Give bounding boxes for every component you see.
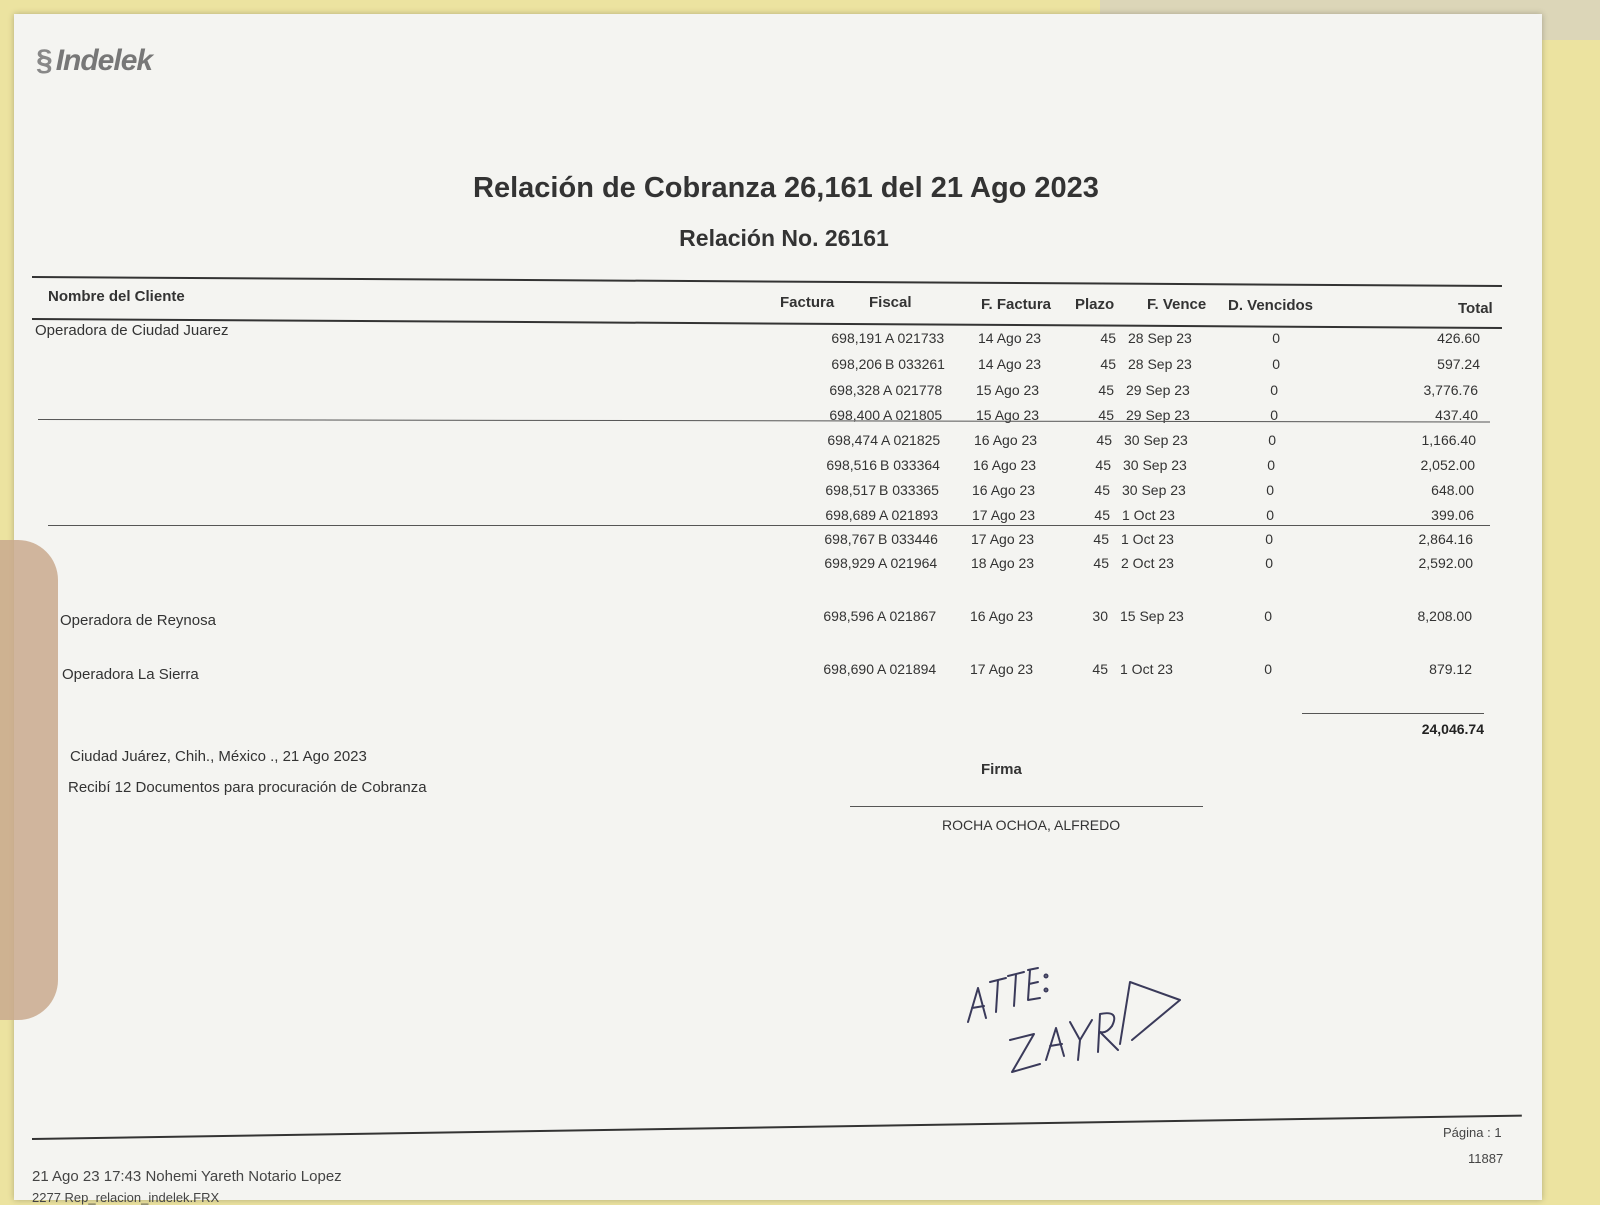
cell-d-vencidos: 0 — [1268, 432, 1276, 448]
cell-fiscal: A 021805 — [883, 407, 943, 423]
cell-f-vence: 29 Sep 23 — [1126, 382, 1190, 398]
cell-plazo: 45 — [1096, 432, 1112, 448]
print-info-user: 21 Ago 23 17:43 Nohemi Yareth Notario Lopez — [32, 1168, 342, 1185]
cell-f-factura: 17 Ago 23 — [971, 531, 1035, 547]
cell-total: 399.06 — [1431, 507, 1474, 523]
cell-factura: 698,690 — [823, 661, 874, 677]
cell-factura: 698,516 — [826, 457, 877, 473]
company-logo — [36, 44, 152, 78]
cell-f-factura: 17 Ago 23 — [970, 661, 1034, 677]
cell-plazo: 30 — [1092, 608, 1108, 624]
col-header-factura: Factura — [780, 294, 835, 311]
cell-f-factura: 16 Ago 23 — [972, 482, 1036, 498]
client-name: Operadora de Reynosa — [60, 612, 216, 629]
cell-total: 2,864.16 — [1418, 531, 1473, 547]
page-number: Página : 1 — [1443, 1125, 1502, 1140]
cell-d-vencidos: 0 — [1270, 407, 1278, 423]
document-number: 11887 — [1468, 1151, 1504, 1166]
cell-factura: 698,517 — [825, 482, 876, 498]
cell-f-factura: 15 Ago 23 — [976, 407, 1040, 423]
cell-factura: 698,767 — [824, 531, 875, 547]
cell-fiscal: A 021733 — [885, 330, 945, 346]
signer-name: ROCHA OCHOA, ALFREDO — [942, 817, 1121, 833]
client-name: Operadora La Sierra — [62, 666, 199, 683]
cell-f-vence: 2 Oct 23 — [1121, 555, 1174, 571]
col-header-f-vence: F. Vence — [1147, 296, 1207, 313]
signature-line — [850, 806, 1203, 807]
cell-f-factura: 17 Ago 23 — [972, 507, 1036, 523]
cell-d-vencidos: 0 — [1270, 382, 1278, 398]
cell-d-vencidos: 0 — [1272, 330, 1280, 346]
cell-total: 8,208.00 — [1417, 608, 1472, 624]
col-header-total: Total — [1458, 300, 1493, 317]
cell-factura: 698,328 — [829, 382, 880, 398]
cell-total: 2,592.00 — [1418, 555, 1473, 571]
thumb — [0, 540, 58, 1020]
cell-f-vence: 1 Oct 23 — [1120, 661, 1173, 677]
col-header-d-vencidos: D. Vencidos — [1228, 297, 1314, 314]
client-name: Operadora de Ciudad Juarez — [35, 322, 229, 339]
cell-d-vencidos: 0 — [1265, 555, 1273, 571]
cell-fiscal: B 033261 — [885, 356, 945, 372]
cell-f-vence: 29 Sep 23 — [1126, 407, 1190, 423]
cell-factura: 698,400 — [829, 407, 880, 423]
cell-fiscal: A 021825 — [881, 432, 941, 448]
cell-total: 426.60 — [1437, 330, 1480, 346]
cell-fiscal: A 021867 — [877, 608, 937, 624]
cell-plazo: 45 — [1098, 407, 1114, 423]
cell-f-vence: 1 Oct 23 — [1122, 507, 1175, 523]
cell-plazo: 45 — [1098, 382, 1114, 398]
cell-fiscal: A 021894 — [877, 661, 937, 677]
cell-total: 2,052.00 — [1420, 457, 1475, 473]
cell-total: 3,776.76 — [1423, 382, 1478, 398]
cell-factura: 698,206 — [831, 356, 882, 372]
total-rule — [1302, 713, 1484, 714]
cell-total: 597.24 — [1437, 356, 1480, 372]
logo-text: Indelek — [55, 44, 153, 77]
cell-fiscal: A 021964 — [878, 555, 938, 571]
cell-f-vence: 28 Sep 23 — [1128, 330, 1192, 346]
cell-plazo: 45 — [1093, 555, 1109, 571]
col-header-fiscal: Fiscal — [869, 294, 912, 311]
cell-d-vencidos: 0 — [1266, 507, 1274, 523]
cell-f-factura: 14 Ago 23 — [978, 356, 1042, 372]
cell-plazo: 45 — [1094, 507, 1110, 523]
cell-f-factura: 16 Ago 23 — [974, 432, 1038, 448]
cell-plazo: 45 — [1100, 330, 1116, 346]
col-header-f-factura: F. Factura — [981, 296, 1052, 313]
cell-f-vence: 1 Oct 23 — [1121, 531, 1174, 547]
cell-fiscal: A 021778 — [883, 382, 943, 398]
cell-f-factura: 18 Ago 23 — [971, 555, 1035, 571]
cell-total: 648.00 — [1431, 482, 1474, 498]
print-info-report: 2277 Rep_relacion_indelek.FRX — [32, 1190, 220, 1205]
handwritten-signature — [960, 960, 1190, 1090]
cell-f-factura: 15 Ago 23 — [976, 382, 1040, 398]
cell-factura: 698,474 — [827, 432, 878, 448]
row-divider — [48, 525, 1490, 526]
cell-f-factura: 16 Ago 23 — [970, 608, 1034, 624]
grand-total: 24,046.74 — [1421, 721, 1484, 737]
cell-d-vencidos: 0 — [1265, 531, 1273, 547]
cell-total: 879.12 — [1429, 661, 1472, 677]
cell-d-vencidos: 0 — [1264, 608, 1272, 624]
cell-total: 1,166.40 — [1421, 432, 1476, 448]
firma-label: Firma — [981, 761, 1022, 778]
cell-fiscal: B 033364 — [880, 457, 940, 473]
document-title: Relación de Cobranza 26,161 del 21 Ago 2023 — [473, 172, 1099, 204]
cell-d-vencidos: 0 — [1267, 457, 1275, 473]
col-header-plazo: Plazo — [1075, 296, 1115, 313]
cell-d-vencidos: 0 — [1272, 356, 1280, 372]
cell-f-vence: 30 Sep 23 — [1124, 432, 1188, 448]
cell-fiscal: B 033365 — [879, 482, 939, 498]
cell-fiscal: B 033446 — [878, 531, 938, 547]
cell-f-vence: 15 Sep 23 — [1120, 608, 1184, 624]
cell-total: 437.40 — [1435, 407, 1478, 423]
cell-plazo: 45 — [1100, 356, 1116, 372]
cell-plazo: 45 — [1094, 482, 1110, 498]
cell-f-factura: 16 Ago 23 — [973, 457, 1037, 473]
cell-plazo: 45 — [1092, 661, 1108, 677]
cell-d-vencidos: 0 — [1266, 482, 1274, 498]
document-subtitle: Relación No. 26161 — [679, 225, 889, 251]
cell-d-vencidos: 0 — [1264, 661, 1272, 677]
received-note: Recibí 12 Documentos para procuración de Cobranza — [68, 779, 427, 796]
cell-f-factura: 14 Ago 23 — [978, 330, 1042, 346]
cell-f-vence: 30 Sep 23 — [1122, 482, 1186, 498]
place-date: Ciudad Juárez, Chih., México ., 21 Ago 2023 — [70, 748, 367, 765]
cell-factura: 698,191 — [831, 330, 882, 346]
cell-fiscal: A 021893 — [879, 507, 939, 523]
cell-f-vence: 30 Sep 23 — [1123, 457, 1187, 473]
cell-factura: 698,596 — [823, 608, 874, 624]
cell-factura: 698,929 — [824, 555, 875, 571]
cell-plazo: 45 — [1095, 457, 1111, 473]
logo-swirl-icon: § — [36, 44, 52, 77]
cell-plazo: 45 — [1093, 531, 1109, 547]
cell-factura: 698,689 — [825, 507, 876, 523]
col-header-client: Nombre del Cliente — [48, 288, 185, 305]
cell-f-vence: 28 Sep 23 — [1128, 356, 1192, 372]
